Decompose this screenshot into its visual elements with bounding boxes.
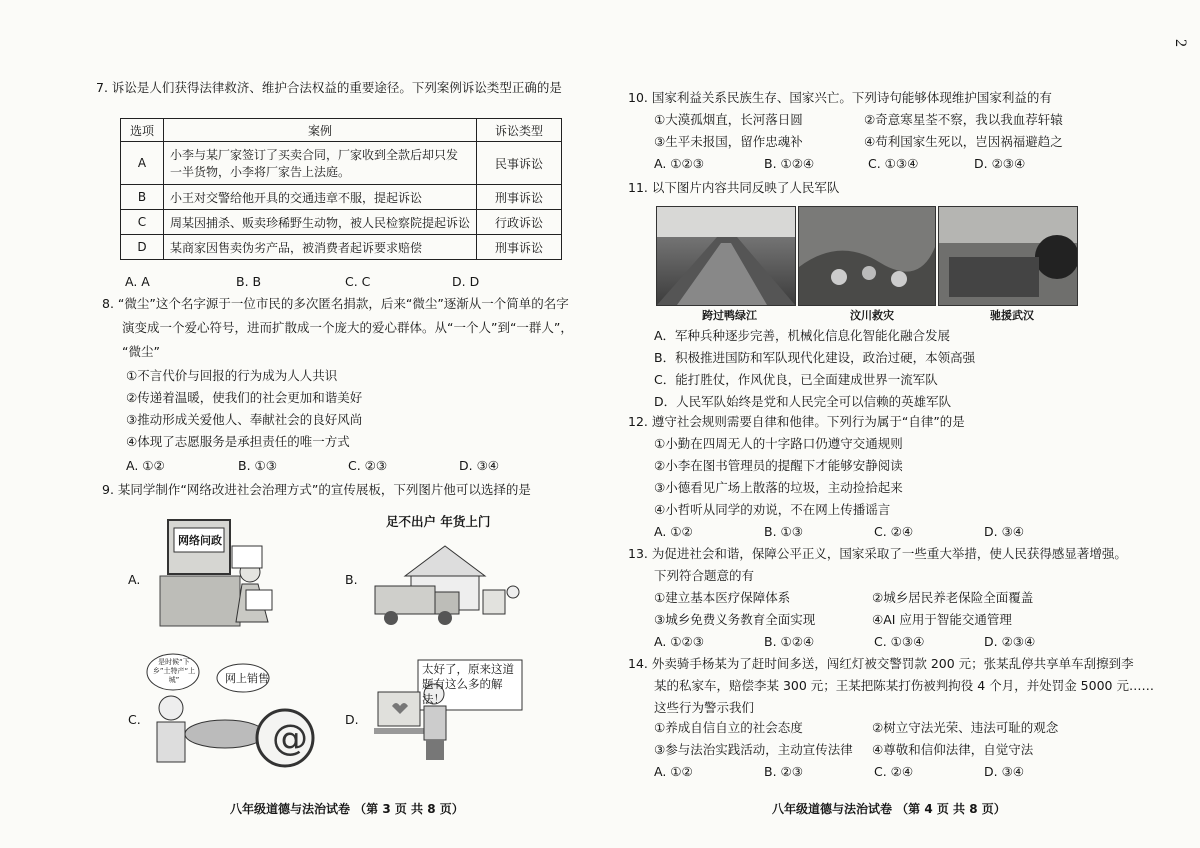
q11-option-d: D．人民军队始终是党和人民完全可以信赖的英雄军队: [654, 394, 952, 409]
q9-option-d-label: D.: [345, 712, 359, 727]
svg-text:@: @: [272, 718, 308, 759]
q13-option-b: B. ①②④: [764, 634, 815, 649]
q7-option-d: D. D: [452, 274, 480, 289]
q8-item: ②传递着温暖，使我们的社会更加和谐美好: [126, 390, 363, 405]
q12-item: ④小哲听从同学的劝说，不在网上传播谣言: [654, 502, 891, 517]
q8-option-c: C. ②③: [348, 458, 388, 473]
q10-option-b: B. ①②④: [764, 156, 815, 171]
q14-stem-line: 某的私家车，赔偿李某 300 元；王某把陈某打伤被判拘役 4 个月，并处罚金 5000 元……: [654, 678, 1154, 693]
q14-item: ④尊敬和信仰法律，自觉守法: [872, 742, 1034, 757]
q9-stem: 9. 某同学制作“网络改进社会治理方式”的宣传展板，下列图片他可以选择的是: [102, 482, 531, 497]
table-cell-case: [164, 142, 477, 185]
delivery-truck-illustration: [365, 536, 525, 632]
q13-stem-line: 下列符合题意的有: [654, 568, 755, 583]
q9-option-c-label: C.: [128, 712, 141, 727]
q12-item: ①小勤在四周无人的十字路口仍遵守交通规则: [654, 436, 903, 451]
q14-item: ②树立守法光荣、违法可耻的观念: [872, 720, 1059, 735]
left-page-footer: 八年级道德与法治试卷 （第 3 页 共 8 页）: [230, 802, 464, 816]
q8-option-b: B. ①③: [238, 458, 277, 473]
q11-photo-yalu-river: [656, 206, 796, 306]
table-cell-type: 行政诉讼: [477, 210, 562, 235]
disaster-relief-photo: [799, 207, 935, 305]
table-row: [121, 142, 562, 185]
q7-option-a: A. A: [125, 274, 150, 289]
q13-option-d: D. ②③④: [984, 634, 1036, 649]
q14-option-d: D. ③④: [984, 764, 1024, 779]
q12-item: ②小李在图书管理员的提醒下才能够安静阅读: [654, 458, 903, 473]
q12-stem: 12. 遵守社会规则需要自律和他律。下列行为属于“自律”的是: [628, 414, 965, 429]
q14-option-a: A. ①②: [654, 764, 693, 779]
table-cell-option: C: [121, 210, 164, 235]
q8-item: ④体现了志愿服务是承担责任的唯一方式: [126, 434, 350, 449]
q7-stem: 7. 诉讼是人们获得法律救济、维护合法权益的重要途径。下列案例诉讼类型正确的是: [96, 80, 562, 95]
q13-option-a: A. ①②③: [654, 634, 704, 649]
q14-item: ①养成自信自立的社会态度: [654, 720, 803, 735]
table-header-option: 选项: [121, 119, 164, 142]
q12-option-d: D. ③④: [984, 524, 1024, 539]
q13-item: ③城乡免费义务教育全面实现: [654, 612, 816, 627]
bridge-crossing-photo: [657, 207, 795, 305]
table-header-case: 案例: [164, 119, 477, 142]
case-line: 小李与某厂家签订了买卖合同，厂家收到全款后却只发: [170, 148, 459, 162]
online-sales-bubble: 网上销售: [225, 672, 269, 685]
case-line: 一半货物，小李将厂家告上法庭。: [170, 165, 351, 179]
q12-item: ③小德看见广场上散落的垃圾，主动捡拾起来: [654, 480, 903, 495]
photo-caption: 跨过鸭绿江: [702, 309, 757, 322]
table-cell-case: 某商家因售卖伪劣产品，被消费者起诉要求赔偿: [164, 235, 477, 260]
q9-image-b-caption: 足不出户 年货上门: [386, 514, 491, 529]
page-corner-number: 2: [1172, 39, 1189, 47]
q9-option-a-label: A.: [128, 572, 141, 587]
q10-stem: 10. 国家利益关系民族生存、国家兴亡。下列诗句能够体现维护国家利益的有: [628, 90, 1052, 105]
q11-option-c: C．能打胜仗，作风优良，已全面建成世界一流军队: [654, 372, 938, 387]
q13-item: ②城乡居民养老保险全面覆盖: [872, 590, 1034, 605]
q8-stem-line: “微尘”: [122, 344, 160, 359]
table-header-row: [121, 119, 562, 142]
table-header-type: 诉讼类型: [477, 119, 562, 142]
q8-option-d: D. ③④: [459, 458, 499, 473]
q11-stem: 11. 以下图片内容共同反映了人民军队: [628, 180, 840, 195]
q11-photo-wuhan: [938, 206, 1078, 306]
online-politics-illustration: [150, 512, 278, 632]
student-speech-bubble: 太好了，原来这道题有这么多的解法！: [422, 662, 514, 706]
table-cell-type: 民事诉讼: [477, 142, 562, 185]
q11-option-b: B．积极推进国防和军队现代化建设，政治过硬，本领高强: [654, 350, 976, 365]
q13-option-c: C. ①③④: [874, 634, 925, 649]
table-row: [121, 185, 562, 210]
table-cell-option: D: [121, 235, 164, 260]
table-cell-type: 刑事诉讼: [477, 185, 562, 210]
q10-item: ②奇意寒星荃不察，我以我血荐轩辕: [864, 112, 1063, 127]
q14-stem-line: 这些行为警示我们: [654, 700, 755, 715]
table-cell-type: 刑事诉讼: [477, 235, 562, 260]
q9-image-b: [365, 536, 525, 632]
table-cell-option: A: [121, 142, 164, 185]
table-row: [121, 210, 562, 235]
q9-option-b-label: B.: [345, 572, 358, 587]
q14-item: ③参与法治实践活动，主动宣传法律: [654, 742, 853, 757]
q10-option-a: A. ①②③: [654, 156, 704, 171]
q10-item: ①大漠孤烟直，长河落日圆: [654, 112, 803, 127]
q7-option-b: B. B: [236, 274, 262, 289]
aid-wuhan-photo: [939, 207, 1077, 305]
q12-option-b: B. ①③: [764, 524, 803, 539]
q14-option-c: C. ②④: [874, 764, 914, 779]
q13-stem-line: 13. 为促进社会和谐，保障公平正义，国家采取了一些重大举措，使人民获得感显著增强。: [628, 546, 1127, 561]
q10-option-d: D. ②③④: [974, 156, 1026, 171]
right-page-footer: 八年级道德与法治试卷 （第 4 页 共 8 页）: [772, 802, 1006, 816]
q12-option-a: A. ①②: [654, 524, 693, 539]
q7-option-c: C. C: [345, 274, 371, 289]
photo-caption: 驰援武汉: [990, 309, 1034, 322]
q11-photo-wenchuan: [798, 206, 936, 306]
q9-image-c: [145, 650, 320, 774]
q8-item: ③推动形成关爱他人、奉献社会的良好风尚: [126, 412, 363, 427]
q14-stem-line: 14. 外卖骑手杨某为了赶时间多送，闯红灯被交警罚款 200 元；张某乱停共享单车刮擦到李: [628, 656, 1134, 671]
table-cell-option: B: [121, 185, 164, 210]
q10-item: ④苟利国家生死以，岂因祸福避趋之: [864, 134, 1063, 149]
q14-option-b: B. ②③: [764, 764, 803, 779]
q13-item: ④AI 应用于智能交通管理: [872, 612, 1012, 627]
farmer-speech-bubble: 是时候“下乡”土特产“上城”: [152, 658, 196, 684]
online-politics-sign: 网络问政: [178, 534, 222, 547]
table-cell-case: 小王对交警给他开具的交通违章不服，提起诉讼: [164, 185, 477, 210]
q7-case-table: [120, 118, 562, 260]
q9-image-d: [372, 656, 532, 766]
q10-option-c: C. ①③④: [868, 156, 919, 171]
q8-stem-line: 8. “微尘”这个名字源于一位市民的多次匿名捐款，后来“微尘”逐渐从一个简单的名字: [102, 296, 569, 311]
q8-item: ①不言代价与回报的行为成为人人共识: [126, 368, 338, 383]
table-row: [121, 235, 562, 260]
q8-stem-line: 演变成一个爱心符号，进而扩散成一个庞大的爱心群体。从“一个人”到“一群人”，: [122, 320, 573, 335]
table-cell-case: 周某因捕杀、贩卖珍稀野生动物，被人民检察院提起诉讼: [164, 210, 477, 235]
q12-option-c: C. ②④: [874, 524, 914, 539]
q9-image-a: [150, 512, 278, 632]
q13-item: ①建立基本医疗保障体系: [654, 590, 791, 605]
q11-option-a: A．军种兵种逐步完善，机械化信息化智能化融合发展: [654, 328, 951, 343]
q10-item: ③生平未报国，留作忠魂补: [654, 134, 803, 149]
q8-option-a: A. ①②: [126, 458, 165, 473]
photo-caption: 汶川救灾: [850, 309, 894, 322]
